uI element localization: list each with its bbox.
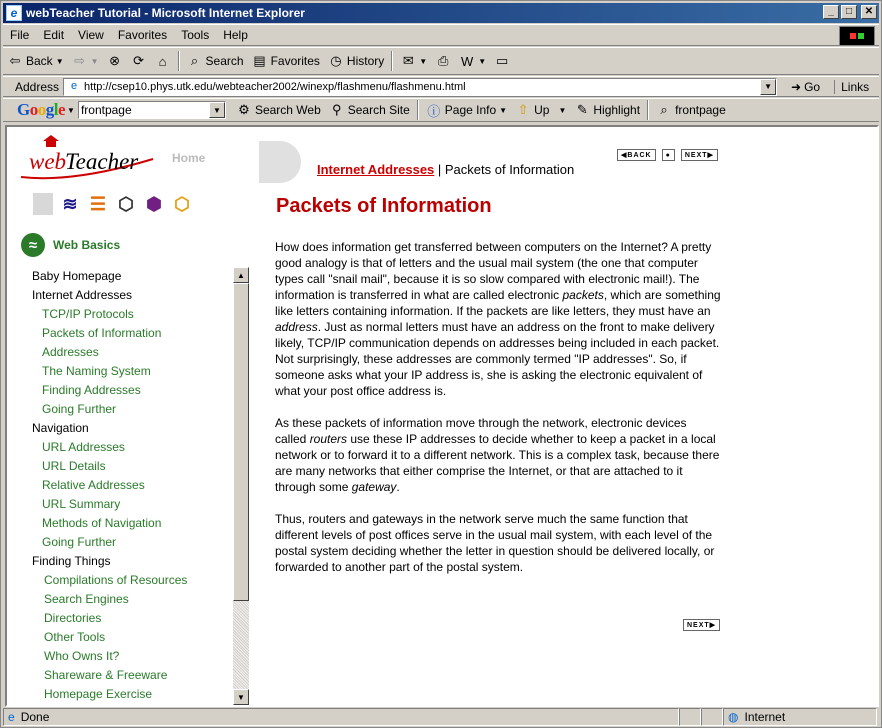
gold-section-icon[interactable]: ⬡ [174, 193, 190, 214]
nav-item[interactable]: Internet Addresses [32, 288, 133, 302]
google-dropdown-icon[interactable]: ▼ [209, 102, 225, 118]
printer-icon: ⎙ [437, 53, 449, 68]
mail-icon: ✉ [402, 53, 414, 68]
title-bar [3, 3, 879, 23]
search-site-button[interactable]: ⚲ Search Site [325, 99, 414, 121]
hexagon-section-icon[interactable]: ⬡ [118, 193, 134, 214]
page-title: Packets of Information [276, 195, 492, 217]
nav-item[interactable]: Going Further [42, 402, 117, 416]
menu-view[interactable]: View [78, 28, 104, 42]
favorites-folder-icon: ▤ [253, 53, 266, 68]
home-link[interactable]: Home [172, 151, 206, 165]
paragraph-1: How does information get transferred between computers on the Internet? A pretty good analogy is that of letters and the usual mail system (the one that computer types call "snail mail", because it is so slow compared with electronic mail!). The information is transferred in what are called electronic packets, which are something like letters containing information. If the packets are like letters, they must have an address. Just as normal letters must have an address on the front to make delivery likely, TCP/IP communication depends on addresses being included in each packet. Not surprisingly, these addresses are commonly termed "IP addresses". So, if someone asks what your IP address is, she is asking the electronic equivalent of what your post office address is. [275, 240, 721, 398]
page-nav-buttons [617, 149, 718, 161]
google-toolbar [3, 98, 879, 122]
nav-item[interactable]: Directories [44, 611, 102, 625]
nav-item[interactable]: The Naming System [42, 364, 151, 378]
nav-item[interactable]: URL Details [42, 459, 106, 473]
windows-logo-icon [839, 26, 875, 46]
home-button[interactable] [151, 50, 175, 72]
address-label: Address [15, 79, 60, 94]
status-text: Done [20, 710, 50, 724]
nav-item[interactable]: Addresses [42, 345, 99, 359]
nav-item[interactable]: Compilations of Resources [44, 573, 188, 587]
nav-item[interactable]: Relative Addresses [42, 478, 145, 492]
edit-button[interactable]: W ▼ [461, 53, 487, 69]
orange-section-icon[interactable]: ☰ [89, 193, 107, 214]
minimize-button[interactable]: _ [823, 5, 839, 19]
status-text-cell [3, 708, 679, 726]
right-arrow-icon: ▶ [707, 152, 714, 159]
stop-icon: ⊗ [109, 53, 120, 68]
scroll-up-icon[interactable]: ▲ [233, 267, 249, 283]
nav-item[interactable]: Shareware & Freeware [44, 668, 168, 682]
next-page-button[interactable]: NEXT ▶ [681, 149, 718, 161]
back-page-button[interactable]: ◀ BACK [617, 149, 656, 161]
standard-toolbar [3, 47, 879, 75]
find-term-icon: ⌕ [660, 102, 668, 117]
search-term-button[interactable]: ⌕ frontpage [652, 99, 730, 121]
page-done-icon: e [8, 710, 15, 724]
history-icon: ◷ [330, 53, 342, 68]
nav-scrollbar[interactable] [233, 267, 249, 705]
decorative-shape [259, 141, 301, 183]
back-arrow-icon: ⇦ [9, 53, 21, 68]
refresh-icon: ⟳ [133, 53, 144, 68]
search-web-button[interactable]: ⚙ Search Web [232, 99, 325, 121]
mail-button[interactable]: ✉ ▼ [396, 50, 431, 72]
nav-item[interactable]: Baby Homepage [32, 269, 122, 283]
nav-item[interactable]: TCP/IP Protocols [42, 307, 134, 321]
zone-cell [723, 708, 877, 726]
discuss-button[interactable] [490, 50, 514, 72]
address-input[interactable]: e http://csep10.phys.utk.edu/webteacher2002/winexp/flashmenu/flashmenu.html ▼ [63, 78, 777, 96]
info-icon: ⓘ [427, 103, 441, 119]
web-basics-heading[interactable]: ≈ Web Basics [21, 233, 120, 257]
home-icon: ⌂ [158, 53, 167, 69]
page-content [5, 125, 879, 707]
nav-item[interactable]: Packets of Information [42, 326, 162, 340]
edit-icon: W [461, 53, 474, 69]
highlight-button[interactable]: ✎ Highlight [570, 99, 644, 121]
nav-item[interactable]: Who Owns It? [44, 649, 120, 663]
menu-edit[interactable]: Edit [43, 28, 65, 42]
forward-arrow-icon: ⇨ [74, 53, 86, 68]
forward-button[interactable] [68, 50, 103, 72]
google-logo[interactable]: Google [17, 100, 66, 119]
scroll-down-icon[interactable]: ▼ [233, 689, 249, 705]
favorites-button[interactable]: ▤ Favorites [253, 53, 320, 68]
scroll-thumb[interactable] [233, 283, 249, 601]
search-icon: ⌕ [190, 53, 199, 68]
address-dropdown-icon[interactable]: ▼ [760, 79, 776, 95]
back-dropdown-icon[interactable]: ▼ [55, 56, 64, 66]
maximize-button[interactable]: □ [841, 5, 857, 19]
nav-item[interactable]: Other Tools [44, 630, 106, 644]
links-button[interactable]: Links [834, 80, 869, 94]
stripes-section-icon[interactable]: ≋ [62, 193, 78, 214]
discuss-icon: ▭ [495, 53, 509, 68]
search-web-icon: ⚙ [238, 102, 250, 117]
folder-up-icon: ⇧ [517, 102, 529, 117]
print-button[interactable] [431, 50, 455, 72]
nav-item[interactable]: Going Further [42, 535, 117, 549]
globe-icon: ◍ [728, 710, 739, 724]
zone-text: Internet [744, 710, 786, 724]
home-page-button[interactable] [662, 149, 675, 161]
forward-dropdown-icon[interactable]: ▼ [90, 56, 99, 66]
page-icon: e [70, 79, 78, 92]
up-button[interactable]: ⇧ Up ▼ [511, 99, 570, 121]
webteacher-logo[interactable]: web Teacher [13, 133, 163, 183]
nav-menu [7, 267, 233, 707]
nav-item[interactable]: Search Engines [44, 592, 129, 606]
nav-item[interactable]: Methods of Navigation [42, 516, 162, 530]
article-body [275, 239, 721, 591]
menu-file[interactable]: File [10, 28, 30, 42]
search-site-icon: ⚲ [331, 102, 342, 117]
menu-bar [3, 24, 879, 46]
page-info-button[interactable]: ⓘ Page Info ▼ [422, 99, 511, 121]
breadcrumb: Internet Addresses | Packets of Information [317, 162, 575, 177]
nav-item[interactable]: Finding Things [32, 554, 111, 568]
nav-item[interactable]: Finding Addresses [42, 383, 141, 397]
circle-icon: ● [665, 151, 671, 159]
history-button[interactable]: ◷ History [324, 50, 388, 72]
left-arrow-icon: ◀ [621, 152, 628, 159]
menu-tools[interactable]: Tools [181, 28, 210, 42]
google-search-input[interactable]: frontpage ▼ [78, 101, 226, 119]
window-title: webTeacher Tutorial - Microsoft Internet Explorer [26, 6, 305, 20]
highlighter-icon: ✎ [576, 102, 588, 117]
breadcrumb-current: Packets of Information [444, 162, 575, 177]
refresh-button[interactable] [127, 50, 151, 72]
next-page-button-bottom[interactable]: NEXT ▶ [683, 619, 720, 631]
google-menu-icon[interactable]: ▼ [67, 105, 75, 115]
paragraph-3: Thus, routers and gateways in the network serve much the same function that different levels of post offices serve in the usual mail system, with each level of the postal system deciding whether the letter in question should be delivered locally, or forwarded to another part of the postal system. [275, 512, 715, 574]
breadcrumb-link[interactable]: Internet Addresses [317, 162, 435, 177]
go-arrow-icon: ➜ [791, 79, 802, 94]
blank-section-icon [33, 193, 53, 215]
ie-icon: e [6, 5, 22, 21]
nav-item[interactable]: URL Summary [42, 497, 121, 511]
search-button[interactable]: ⌕ Search [183, 50, 248, 72]
purple-section-icon[interactable]: ⬢ [146, 193, 162, 214]
nav-item[interactable]: Homepage Exercise [44, 687, 153, 701]
right-arrow-icon: ▶ [709, 622, 717, 629]
paragraph-2: As these packets of information move through the network, electronic devices called routers use these IP addresses to decide whether to keep a packet in a local network or to forward it to a different network. This is a complex task, because there are many networks that either comprise the Internet, or that are attached to it through some gateway. [275, 416, 720, 494]
status-bar [3, 707, 879, 727]
nav-item[interactable]: URL Addresses [42, 440, 125, 454]
address-bar [3, 76, 879, 97]
section-icons [33, 193, 193, 215]
menu-help[interactable]: Help [223, 28, 248, 42]
back-button[interactable]: ⇦ Back ▼ [3, 50, 68, 72]
stop-button[interactable] [103, 50, 127, 72]
nav-item[interactable]: Navigation [32, 421, 89, 435]
close-button[interactable]: ✕ [861, 5, 877, 19]
go-button[interactable]: ➜ Go [791, 79, 821, 94]
menu-favorites[interactable]: Favorites [117, 28, 168, 42]
web-basics-icon: ≈ [21, 233, 45, 257]
